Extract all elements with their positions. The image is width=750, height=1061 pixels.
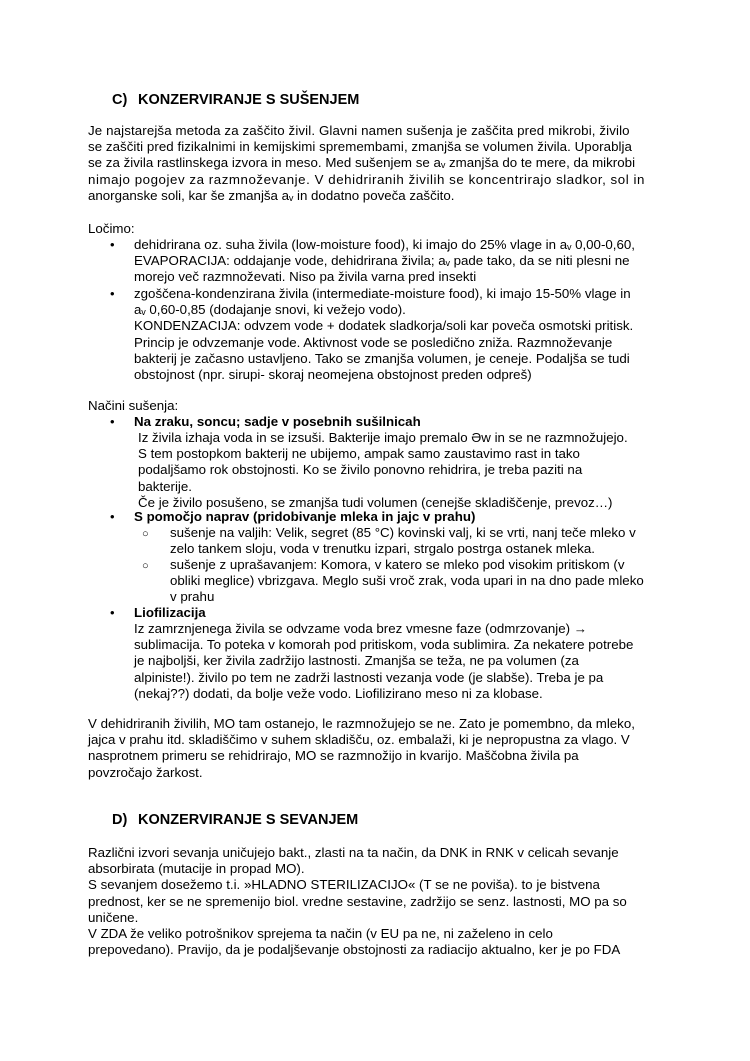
- nacin-item: [134, 605, 206, 621]
- locimo-item-line: aᵥ 0,60-0,85 (dodajanje snovi, ki vežejo vodo).: [134, 302, 406, 318]
- section-d-line: prepovedano). Pravijo, da je podaljševanje obstojnosti za radiacijo aktualno, ker je po FDA: [88, 942, 621, 958]
- nacin-line: alpiniste!). živilo po tem ne zadrži lastnosti vezanja vode (je slabše). Treba je pa: [134, 669, 604, 685]
- locimo-item-line: obstojnost (npr. sirupi- skoraj neomejena obstojnost preden odpreš): [134, 367, 532, 383]
- locimo-item-line: KONDENZACIJA: odvzem vode + dodatek sladkorja/soli kar poveča osmotski pritisk.: [134, 318, 634, 334]
- nacin-subitem-line: obliki meglice) vbrizgava. Meglo suši vroč zrak, voda upari in na dno pade mleko: [170, 573, 644, 589]
- section-d-line: prednost, ker se ne spremenijo biol. vredne sestavine, zadržijo se senz. lastnosti, MO pa so: [88, 893, 627, 909]
- closing-line: V dehidriranih živilih, MO tam ostanejo, le razmnožujejo se ne. Zato je pomembno, da mleko,: [88, 716, 635, 731]
- locimo-item-line: EVAPORACIJA: oddajanje vode, dehidrirana živila; aᵥ pade tako, da se niti plesni ne: [134, 253, 630, 269]
- nacin-subitem-line: sušenje z uprašavanjem: Komora, v katero se mleko pod visokim pritiskom (v: [170, 557, 625, 572]
- section-d-body: [88, 845, 660, 958]
- nacini-label: Načini sušenja:: [88, 398, 179, 413]
- section-d-letter: D): [112, 812, 128, 828]
- locimo-item: [134, 286, 633, 383]
- nacin-subitem: [170, 525, 636, 557]
- locimo-item-line: Princip je odvzemanje vode. Aktivnost vode se posledično zniža. Razmnoževanje: [134, 334, 613, 350]
- locimo-item-line: zgoščena-kondenzirana živila (intermediate-moisture food), ki imajo 15-50% vlage in: [134, 286, 631, 301]
- bullet-icon: •: [110, 414, 115, 429]
- nacin-subitem-line: v prahu: [170, 589, 215, 605]
- nacin-line: S tem postopkom bakterij ne ubijemo, ampak samo zaustavimo rast in tako: [138, 446, 580, 462]
- locimo-item-line: dehidrirana oz. suha živila (low-moisture food), ki imajo do 25% vlage in aᵥ 0,00-0,60,: [134, 237, 635, 252]
- closing-line: jajca v prahu itd. skladiščimo v suhem skladišču, oz. embalaži, ki je nepropustna za vlago. V: [88, 732, 630, 748]
- nacin-body: [134, 621, 633, 702]
- nacin-line: je najboljši, ker živila zadržijo lastnosti. Zmanjša se teža, ne pa volumen (za: [134, 653, 579, 669]
- section-c-closing: [88, 716, 660, 781]
- section-c-letter: C): [112, 92, 128, 108]
- bullet-icon: •: [110, 237, 115, 252]
- nacin-title: S pomočjo naprav (pridobivanje mleka in jajc v prahu): [134, 509, 476, 524]
- intro-line: se zaščiti pred fizikalnimi in kemijskimi spremembami, zmanjša se volumen živila. Uporablja: [88, 139, 632, 155]
- intro-line: nimajo pogojev za razmnoževanje. V dehidriranih živilih se koncentrirajo sladkor, sol in: [88, 171, 645, 187]
- nacin-item: [134, 414, 421, 430]
- nacin-subitem-line: zelo tankem sloju, voda v trenutku izpari, strgalo postrga ostanek mleka.: [170, 541, 595, 557]
- nacin-line: sublimacija. To poteka v komorah pod pritiskom, voda sublimira. Za nekatere potrebe: [134, 637, 634, 653]
- section-d-heading: [112, 812, 358, 828]
- nacin-line: Če je živilo posušeno, se zmanjša tudi volumen (cenejše skladiščenje, prevoz…): [138, 494, 613, 510]
- locimo-item-line: morejo več razmnoževati. Niso pa živila varna pred insekti: [134, 269, 477, 285]
- intro-line: se za živila rastlinskega izvora in meso. Med sušenjem se aᵥ zmanjša do te mere, da mikrobi: [88, 155, 636, 171]
- bullet-icon: •: [110, 286, 115, 301]
- section-d-title: KONZERVIRANJE S SEVANJEM: [138, 812, 359, 828]
- bullet-icon: •: [110, 509, 115, 524]
- nacin-line: (nekaj??) dodati, da bolje veže vodo. Liofilizirano meso ni za klobase.: [134, 685, 543, 701]
- bullet-icon: •: [110, 605, 115, 620]
- nacin-subitem: [170, 557, 644, 606]
- section-d-line: V ZDA že veliko potrošnikov sprejema ta način (v EU pa ne, ni zaželeno in celo: [88, 926, 553, 942]
- nacin-title: Na zraku, soncu; sadje v posebnih sušilnicah: [134, 414, 421, 429]
- section-c-heading: [112, 92, 359, 108]
- intro-line: anorganske soli, kar še zmanjša aᵥ in dodatno poveča zaščito.: [88, 187, 455, 203]
- section-d-line: absorbirata (mutacije in propad MO).: [88, 861, 305, 877]
- section-d-line: uničene.: [88, 909, 139, 925]
- nacin-line: Iz živila izhaja voda in se izsuši. Bakterije imajo premalo Əw in se ne razmnožujejo.: [138, 430, 628, 445]
- section-c-intro: [88, 123, 660, 204]
- closing-line: povzročajo žarkost.: [88, 764, 203, 780]
- intro-line: Je najstarejša metoda za zaščito živil. Glavni namen sušenja je zaščita pred mikrobi, živilo: [88, 123, 630, 138]
- locimo-item-line: bakterij je začasno ustavljeno. Tako se zmanjša volumen, je ceneje. Podaljša se tudi: [134, 350, 630, 366]
- locimo-label: Ločimo:: [88, 221, 135, 236]
- nacin-title: Liofilizacija: [134, 605, 206, 620]
- closing-line: nasprotnem primeru se rehidrirajo, MO se razmnožijo in kvarijo. Maščobna živila pa: [88, 748, 579, 764]
- locimo-item: [134, 237, 635, 286]
- section-d-line: Različni izvori sevanja uničujejo bakt., zlasti na ta način, da DNK in RNK v celicah sevanje: [88, 845, 619, 860]
- nacin-subitem-line: sušenje na valjih: Velik, segret (85 °C) kovinski valj, ki se vrti, nanj teče mleko v: [170, 525, 636, 540]
- nacin-line: Iz zamrznjenega živila se odvzame voda brez vmesne faze (odmrzovanje) →: [134, 621, 588, 636]
- section-d-line: S sevanjem dosežemo t.i. »HLADNO STERILIZACIJO« (T se ne poviša). to je bistvena: [88, 877, 600, 893]
- circle-bullet-icon: ○: [142, 528, 149, 540]
- circle-bullet-icon: ○: [142, 560, 149, 572]
- nacin-body: [138, 430, 628, 511]
- section-c-title: KONZERVIRANJE S SUŠENJEM: [138, 92, 360, 108]
- nacin-line: podaljšamo rok obstojnosti. Ko se živilo ponovno rehidrira, je treba paziti na: [138, 462, 583, 478]
- nacin-line: bakterije.: [138, 478, 192, 494]
- nacin-item: [134, 509, 475, 525]
